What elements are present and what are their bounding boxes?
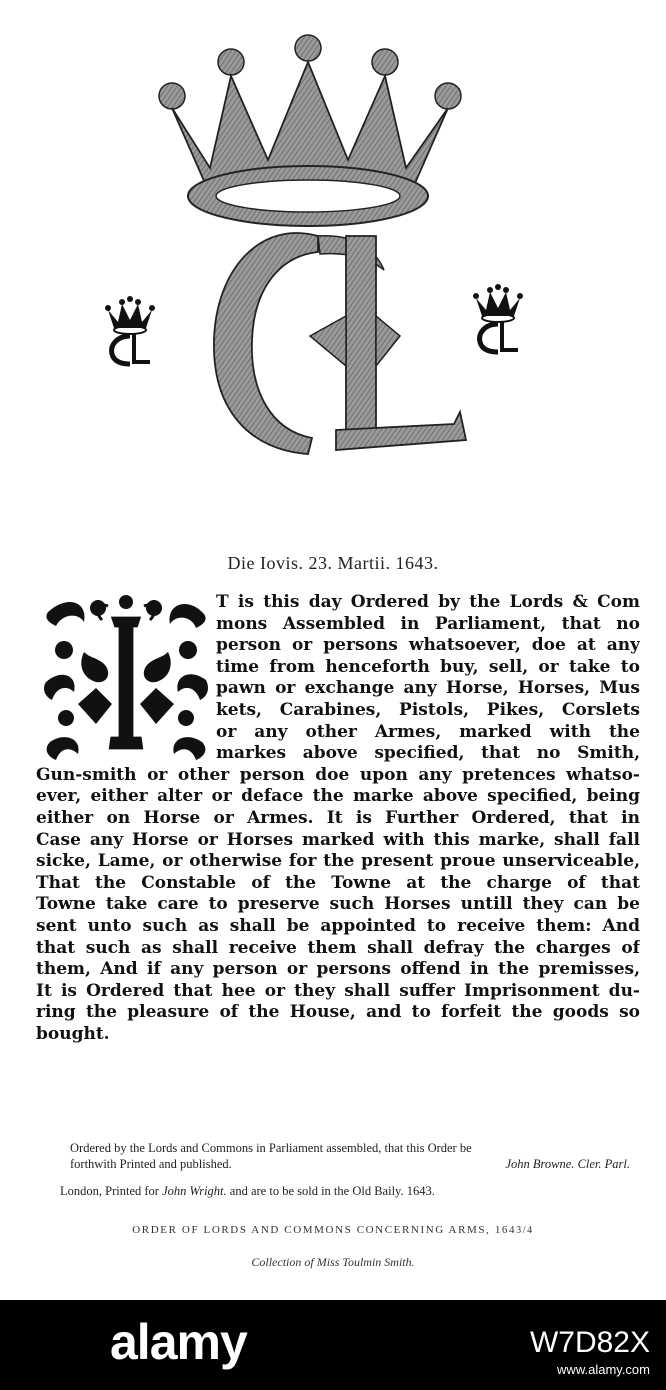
date-line: Die Iovis. 23. Martii. 1643. <box>227 553 439 573</box>
clerk-signature: John Browne. Cler. Parl. <box>505 1157 630 1171</box>
body-line: sent unto such as shall be appointed to receive them: And <box>36 915 640 936</box>
watermark-url: www.alamy.com <box>557 1362 650 1377</box>
body-line: bought. <box>36 1023 110 1044</box>
alamy-logo: alamy <box>110 1314 247 1370</box>
body-line: Case any Horse or Horses marked with this marke, shall fall <box>36 829 640 850</box>
caption-text: ORDER OF LORDS AND COMMONS CONCERNING ARMS, 164 <box>132 1224 517 1236</box>
watermark-band <box>0 1300 666 1390</box>
imprint-line <box>60 1184 620 1199</box>
body-line: That the Constable of the Towne at the charge of that <box>36 872 640 893</box>
imprint-text: London, Printed for <box>60 1184 159 1198</box>
body-line: pawn or exchange any Horse, Horses, Mus <box>216 678 640 699</box>
order-note-line-2 <box>70 1156 630 1172</box>
collection-credit: Collection of Miss Toulmin Smith. <box>251 1255 415 1269</box>
body-line: time from henceforth buy, sell, or take to <box>216 656 640 677</box>
body-line: ever, either alter or deface the marke above specified, being <box>36 786 640 807</box>
body-line: markes above specified, that no Smith, <box>216 743 640 764</box>
body-line: or any other Armes, marked with the <box>216 721 640 742</box>
printer-name: John Wright. <box>162 1184 227 1198</box>
body-line: them, And if any person or persons offend in the premisses, <box>36 959 640 980</box>
small-crowned-cl-emblem-right <box>468 276 528 356</box>
body-line: person or persons whatsoever, doe at any <box>216 635 640 656</box>
body-line: that such as shall receive them shall defray the charges of <box>36 937 640 958</box>
body-line: Gun-smith or other person doe upon any pretences whatso- <box>36 764 640 785</box>
proclamation-body <box>36 592 640 1045</box>
body-line: T is this day Ordered by the Lords & Com <box>216 592 640 612</box>
order-note <box>70 1140 630 1172</box>
caption <box>0 1224 666 1236</box>
body-line: mons Assembled in Parliament, that no <box>216 613 640 634</box>
image-id: W7D82X <box>529 1326 650 1359</box>
caption-fraction: 3/4 <box>516 1225 534 1236</box>
order-note-line-1: Ordered by the Lords and Commons in Parliament assembled, that this Order be <box>70 1141 472 1155</box>
small-crowned-cl-emblem-left <box>100 288 160 368</box>
body-line: ring the pleasure of the House, and to forfeit the goods so <box>36 1002 640 1023</box>
body-line: either on Horse or Armes. It is Further Ordered, that in <box>36 807 640 828</box>
imprint-text-2: and are to be sold in the Old Baily. 1643. <box>229 1184 435 1198</box>
order-note-text: forthwith Printed and published. <box>70 1157 232 1171</box>
body-line: It is Ordered that hee or they shall suffer Imprisonment du- <box>36 980 640 1001</box>
crowned-cl-emblem <box>150 20 470 480</box>
body-line: sicke, Lame, or otherwise for the present proue unserviceable, <box>36 851 640 872</box>
body-line: kets, Carabines, Pistols, Pikes, Corslets <box>216 699 640 720</box>
body-line: Towne take care to preserve such Horses untill they can be <box>36 894 640 915</box>
